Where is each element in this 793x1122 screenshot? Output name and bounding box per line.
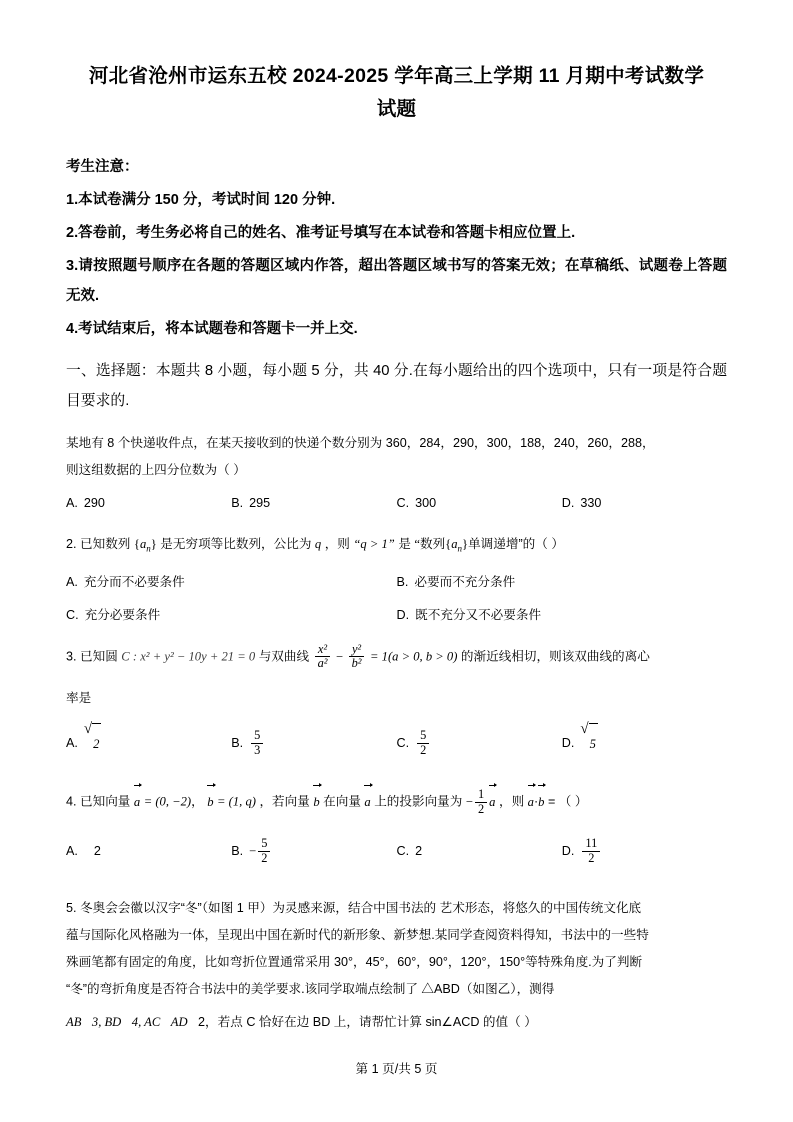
circle-equation: C : x² + y² − 10y + 21 = 0	[121, 649, 256, 664]
title-line-2: 试题	[376, 98, 417, 120]
question-4-stem-mid4: ，则	[498, 795, 525, 810]
option-c[interactable]: C. 充分必要条件	[66, 607, 161, 622]
option-d[interactable]: D. 330	[561, 496, 602, 510]
question-2-stem-mid: 是无穷项等比数列，公比为	[160, 537, 312, 551]
hyperbola-tail: = 1(a > 0, b > 0)	[370, 649, 458, 664]
vector-a-icon: a	[528, 789, 534, 816]
option-c[interactable]: C. 2	[396, 844, 423, 859]
option-a[interactable]: A. 2	[66, 844, 101, 859]
sequence-notation-2: “数列$\{a_n\}$	[414, 537, 469, 554]
question-2-number: 2.	[66, 537, 77, 551]
question-2-stem-mid2: ，则	[324, 537, 350, 551]
question-2: 2. 已知数列 $\{a_n\}$ 是无穷项等比数列，公比为 q ，则 “q > 1” 是 “数列$\{a_n\}$单调递增”的（ ）	[66, 537, 564, 554]
question-3-stem-line-2: 率是	[66, 691, 92, 706]
vector-b-icon: b	[538, 789, 544, 816]
hyperbola-x-term: $\frac{\text{x²}}{\text{a²}}$	[315, 643, 331, 672]
question-4: 4. 已知向量 a = (0, −2)， b = (1, q) ，若向量 b 在向量 a 上的投影向量为 − $\frac{1}{2}$ a ，则 a·b = （ ）	[66, 787, 588, 817]
question-3-options	[66, 722, 727, 764]
minus-sign: −	[335, 649, 344, 664]
hyperbola-y-term: $\frac{\text{y²}}{\text{b²}}$	[349, 643, 365, 672]
section-heading-choice: 一、选择题：本题共 8 小题，每小题 5 分，共 40 分.在每小题给出的四个选项中，只有一项是符合题目要求的.	[66, 363, 727, 409]
option-a[interactable]: A. √ 2	[66, 722, 231, 764]
question-4-options	[66, 829, 727, 873]
vector-a-icon: a	[364, 789, 370, 816]
question-2-options-row-2	[66, 602, 727, 629]
sqrt-icon: √ 5	[580, 722, 598, 764]
question-4-stem-prefix: 已知向量	[80, 795, 131, 810]
question-4-stem-mid2: 在向量	[323, 795, 361, 810]
question-5-line-5: AB 3, BD 4, AC AD 2，若点 C 恰好在边 BD 上，请帮忙计算 sin∠ACD 的值（ ）	[66, 1015, 537, 1030]
notice-item-4: 4.考试结束后，将本试题卷和答题卡一并上交.	[66, 321, 358, 337]
question-2-options-row-1	[66, 569, 727, 596]
notice-heading: 考生注意：	[66, 159, 139, 175]
title-line-1: 河北省沧州市运东五校 2024-2025 学年高三上学期 11 月期中考试数学	[88, 65, 705, 87]
option-d[interactable]: D. 既不充分又不必要条件	[396, 607, 542, 622]
question-3-stem-mid: 与双曲线	[258, 649, 310, 664]
option-b[interactable]: B. 必要而不充分条件	[396, 574, 516, 589]
question-1-options	[66, 490, 727, 517]
page-footer: 第 1 页/共 5 页	[355, 1062, 438, 1076]
question-2-stem-suffix: 的（ ）	[522, 537, 564, 551]
option-b[interactable]: B. 295	[231, 496, 271, 510]
vector-b-icon: b	[313, 789, 319, 816]
vector-a-icon: a	[489, 789, 495, 816]
question-4-stem-mid: ，若向量	[259, 795, 310, 810]
question-1-stem-line-1: 某地有 8 个快递收件点，在某天接收到的快递个数分别为 360，284，290，300，188，240，260，288，	[66, 436, 655, 450]
option-d[interactable]: D. √ 5	[562, 722, 727, 764]
question-5-line-2: 蕴与国际化风格融为一体，呈现出中国在新时代的新形象、新梦想.某同学查阅资料得知，书法中的一些特	[66, 928, 649, 943]
option-c[interactable]: C. $\frac{5}{2}$	[397, 722, 562, 764]
vector-b-icon: b	[207, 789, 213, 816]
option-b[interactable]: B. $\frac{5}{3}$	[231, 722, 396, 764]
question-2-stem-mid3: 是	[398, 537, 411, 551]
question-1-stem-line-2: 则这组数据的上四分位数为（ ）	[66, 463, 246, 477]
option-a[interactable]: A. 充分而不必要条件	[66, 574, 185, 589]
sequence-notation-1: $\{a_n\}$	[133, 537, 157, 554]
question-5-line-1: 5. 冬奥会会徽以汉字“冬”（如图 1 甲）为灵感来源，结合中国书法的 艺术形态，将悠久的中国传统文化底	[66, 901, 642, 916]
question-4-stem-suffix: = （ ）	[547, 795, 588, 810]
page-title	[66, 60, 727, 126]
question-4-number: 4.	[66, 795, 77, 810]
question-3-stem-suffix: 的渐近线相切，则该双曲线的离心	[460, 649, 650, 664]
vector-a-icon: a	[134, 789, 140, 816]
option-b[interactable]: B. − $\frac{5}{2}$	[231, 829, 396, 873]
question-5-line-4: “冬”的弯折角度是否符合书法中的美学要求.该同学取端点绘制了 △ABD（如图乙），测得	[66, 982, 555, 997]
question-3-stem-prefix: 已知圆	[80, 649, 118, 664]
option-a[interactable]: A. 290	[66, 496, 105, 510]
question-2-stem-prefix: 已知数列	[80, 537, 131, 551]
notice-item-2: 2.答卷前，考生务必将自己的姓名、准考证号填写在本试卷和答题卡相应位置上.	[66, 225, 576, 241]
notice-item-1: 1.本试卷满分 150 分，考试时间 120 分钟.	[66, 192, 336, 208]
option-c[interactable]: C. 300	[396, 496, 437, 510]
question-3-number: 3.	[66, 649, 77, 664]
option-d[interactable]: D. $\frac{11}{2}$	[562, 829, 727, 873]
question-4-stem-mid3: 上的投影向量为	[374, 795, 463, 810]
question-3	[66, 643, 727, 713]
notice-item-3: 3.请按照题号顺序在各题的答题区域内作答，超出答题区域书写的答案无效；在草稿纸、试题卷上答题无效.	[66, 258, 727, 304]
question-5	[66, 895, 727, 1036]
ratio-symbol: q	[314, 537, 322, 551]
question-5-line-3: 殊画笔都有固定的角度，比如弯折位置通常采用 30°，45°，60°，90°，120°，150°等特殊角度.为了判断	[66, 955, 643, 970]
question-1	[66, 430, 727, 484]
condition-expression: “q > 1”	[353, 537, 395, 551]
question-2-stem-mid4: 单调递增	[468, 537, 519, 551]
projection-coefficient: $\frac{1}{2}$	[475, 788, 487, 817]
sqrt-icon: √ 2	[84, 722, 102, 764]
